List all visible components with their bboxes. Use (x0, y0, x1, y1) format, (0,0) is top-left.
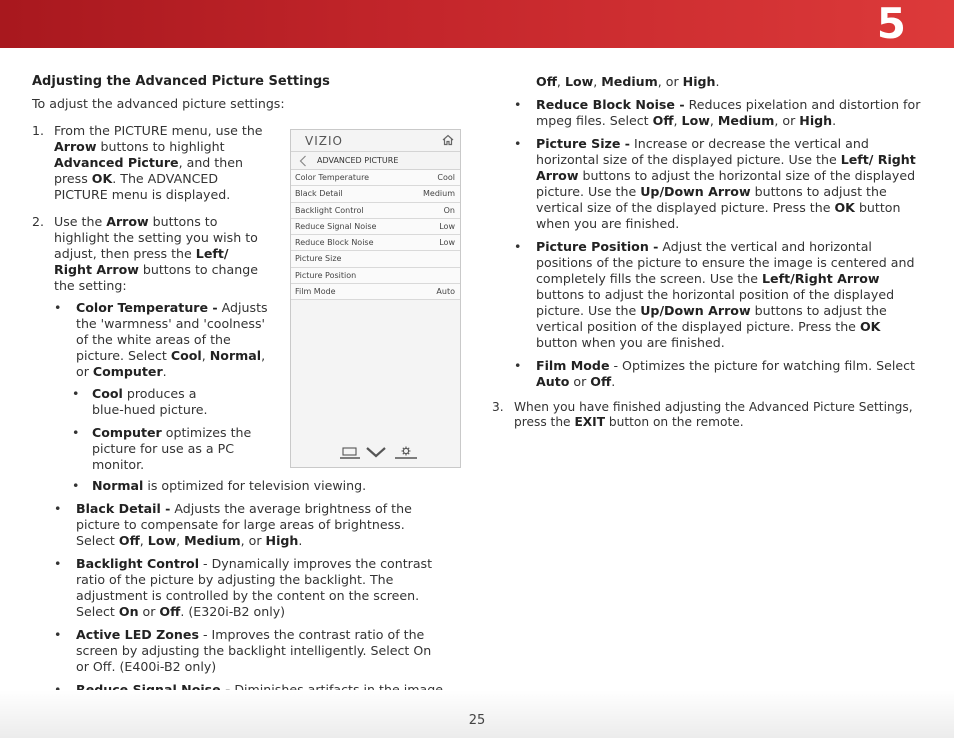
sub-bullet-cool: • Cool produces a blue-hued picture. (72, 386, 212, 418)
bullet-active-led-zones: • Active LED Zones - Improves the contrast ratio of the screen by adjusting the backlight intelligently. Select On or Off. (E400i-B2 only) (54, 627, 444, 675)
signal-noise-continued: Off, Low, Medium, or High. (536, 74, 720, 89)
tv-menu-header (291, 130, 460, 152)
section-title: Adjusting the Advanced Picture Settings (32, 74, 330, 89)
tv-menu-row-value: Auto (436, 287, 455, 297)
vizio-v-icon[interactable] (365, 445, 387, 459)
tv-menu-row-value: On (443, 205, 455, 215)
tv-menu-row-value: Low (439, 238, 455, 248)
tv-menu-row[interactable] (291, 219, 460, 235)
sub-bullet-computer: • Computer optimizes the picture for use as a PC monitor. (72, 425, 257, 473)
bullet-picture-size: • Picture Size - Increase or decrease the vertical and horizontal size of the displayed picture. Use the Left/ Right Arrow buttons to adjust the horizontal size of the displayed picture. Use the Up/Down Arrow buttons to adjust the vertical size of the displayed picture. Press the OK button when you are finished. (514, 136, 922, 232)
step-number: 3. (492, 400, 504, 414)
tv-menu-row[interactable] (291, 203, 460, 219)
bullet-black-detail: • Black Detail - Adjusts the average brightness of the picture to compensate for large areas of brightness. Select Off, Low, Medium, or High. (54, 501, 434, 549)
vizio-logo: VIZIO (305, 134, 343, 148)
tv-menu-row-label: Backlight Control (295, 205, 364, 215)
tv-menu-row-label: Reduce Block Noise (295, 238, 374, 248)
chapter-header-bar (0, 0, 954, 48)
tv-menu-row-label: Picture Size (295, 254, 342, 264)
tv-menu-row-label: Color Temperature (295, 173, 370, 182)
tv-submenu-title: ADVANCED PICTURE (291, 152, 460, 170)
tv-menu-row-value: Cool (437, 173, 455, 182)
tv-menu-row-label: Picture Position (295, 270, 357, 280)
step-2: 2. Use the Arrow buttons to highlight the setting you wish to adjust, then press the Left/ Right Arrow buttons to change the setting: (32, 214, 258, 293)
chapter-number: 5 (876, 0, 906, 48)
right-column (492, 74, 922, 430)
page-number: 25 (468, 713, 486, 728)
input-icon[interactable] (340, 445, 360, 459)
bullet-backlight-control: • Backlight Control - Dynamically improves the contrast ratio of the picture by adjusting the backlight. The adjustment is controlled by the content on the screen. Select On or Off. (E320i-B2 only) (54, 556, 444, 620)
bullet-color-temperature: • Color Temperature - Adjusts the 'warmness' and 'coolness' of the white areas of the picture. Select Cool, Normal, or Computer. (54, 300, 268, 380)
gear-icon[interactable] (395, 445, 417, 459)
step-number: 2. (32, 214, 45, 229)
tv-menu-row[interactable] (291, 186, 460, 202)
tv-menu-row-value: Low (439, 221, 455, 231)
tv-menu-row[interactable] (291, 251, 460, 267)
tv-menu-row[interactable] (291, 235, 460, 251)
bullet-film-mode: • Film Mode - Optimizes the picture for watching film. Select Auto or Off. (514, 358, 922, 390)
step-number: 1. (32, 123, 45, 138)
back-arrow-icon[interactable] (299, 155, 307, 167)
tv-menu-row[interactable] (291, 268, 460, 284)
tv-menu-row-label: Reduce Signal Noise (295, 221, 377, 231)
tv-menu-row[interactable] (291, 284, 460, 300)
tv-menu-row-value: Medium (423, 189, 455, 199)
tv-menu-list (291, 170, 460, 300)
intro-text: To adjust the advanced picture settings: (32, 96, 285, 111)
sub-bullet-normal: • Normal is optimized for television viewing. (72, 478, 452, 494)
step-1: 1. From the PICTURE menu, use the Arrow buttons to highlight Advanced Picture, and then press OK. The ADVANCED PICTURE menu is displayed. (32, 123, 263, 202)
tv-menu-row-label: Film Mode (295, 287, 336, 297)
tv-menu-row[interactable] (291, 170, 460, 186)
bullet-reduce-block-noise: • Reduce Block Noise - Reduces pixelation and distortion for mpeg files. Select Off, Low, Medium, or High. (514, 97, 922, 129)
bullet-picture-position: • Picture Position - Adjust the vertical and horizontal positions of the picture to ensure the image is centered and completely fills the screen. Use the Left/Right Arrow buttons to adjust the horizontal position of the displayed picture. Use the Up/Down Arrow buttons to adjust the vertical position of the displayed picture. Press the OK button when you are finished. (514, 239, 922, 351)
tv-menu-footer-icons (291, 443, 460, 459)
step-3: 3. When you have finished adjusting the Advanced Picture Settings, press the EXIT button on the remote. (492, 400, 913, 429)
tv-advanced-picture-menu (290, 129, 461, 468)
tv-menu-row-label: Black Detail (295, 189, 343, 199)
home-icon[interactable] (442, 134, 454, 146)
